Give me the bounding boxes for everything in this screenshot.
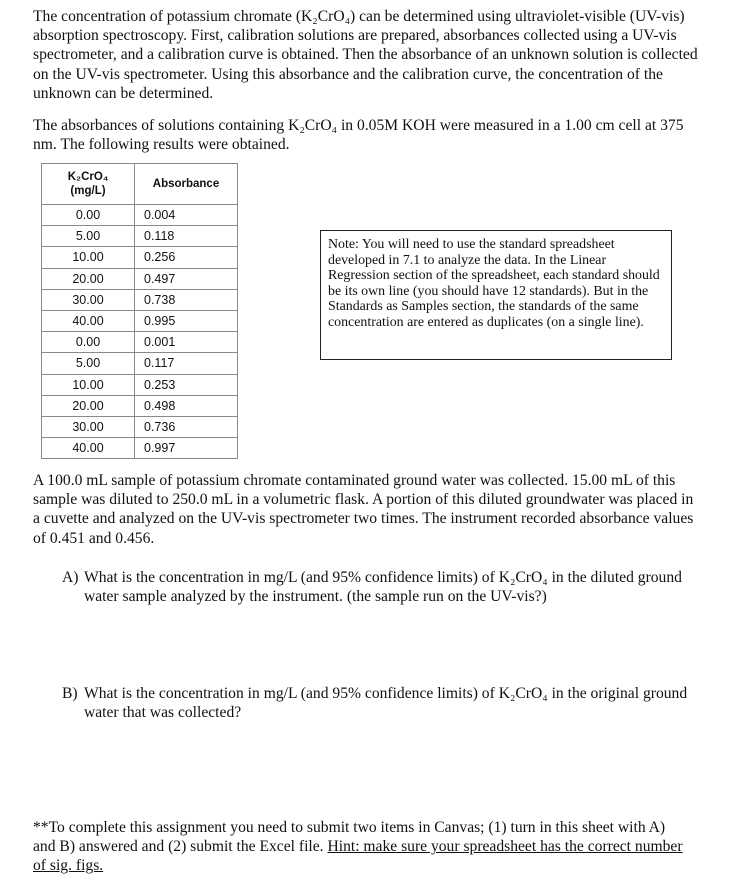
cell-concentration: 5.00 [42, 353, 135, 374]
table-row [42, 395, 238, 416]
cell-concentration: 30.00 [42, 416, 135, 437]
header-concentration [42, 164, 135, 205]
cell-concentration: 40.00 [42, 438, 135, 459]
cell-concentration: 0.00 [42, 205, 135, 226]
header-absorbance: Absorbance [135, 164, 238, 205]
cell-absorbance: 0.995 [135, 310, 238, 331]
table-body [42, 205, 238, 459]
question-a-text: What is the concentration in mg/L (and 95% confidence limits) of K₂CrO₄ in the diluted ground water sample analyzed by the instrument. (the sample run on the UV-vis?) [84, 569, 682, 606]
table-row [42, 289, 238, 310]
cell-absorbance: 0.118 [135, 226, 238, 247]
question-b-text: What is the concentration in mg/L (and 95% confidence limits) of K₂CrO₄ in the original ground water that was collected? [84, 685, 688, 722]
cell-concentration: 30.00 [42, 289, 135, 310]
table-row [42, 226, 238, 247]
question-a [62, 568, 702, 606]
calibration-table [41, 163, 238, 459]
table-row [42, 268, 238, 289]
cell-absorbance: 0.997 [135, 438, 238, 459]
table-row [42, 374, 238, 395]
sample-paragraph: A 100.0 mL sample of potassium chromate contaminated ground water was collected. 15.00 mL of this sample was diluted to 250.0 mL in a volumetric flask. A portion of this diluted groundwater was placed in a cuvette and analyzed on the UV-vis spectrometer two times. The instrument recorded absorbance values of 0.451 and 0.456. [33, 472, 694, 547]
cell-absorbance: 0.736 [135, 416, 238, 437]
cell-absorbance: 0.253 [135, 374, 238, 395]
cell-concentration: 20.00 [42, 268, 135, 289]
absorbance-intro-paragraph: The absorbances of solutions containing K₂CrO₄ in 0.05M KOH were measured in a 1.00 cm cell at 375 nm. The following results were obtained. [33, 117, 684, 154]
intro-paragraph: The concentration of potassium chromate (K₂CrO₄) can be determined using ultraviolet-visible (UV-vis) absorption spectroscopy. First, calibration solutions are prepared, absorbances collected using a UV-vis spectrometer, and a calibration curve is obtained. Then the absorbance of an unknown solution is collected on the UV-vis spectrometer. Using this absorbance and the calibration curve, the concentration of the unknown can be determined. [33, 8, 698, 102]
header-conc-units: (mg/L) [70, 185, 106, 197]
table-row [42, 247, 238, 268]
cell-absorbance: 0.001 [135, 332, 238, 353]
cell-concentration: 20.00 [42, 395, 135, 416]
cell-concentration: 10.00 [42, 247, 135, 268]
cell-absorbance: 0.256 [135, 247, 238, 268]
question-a-letter: A) [62, 569, 79, 586]
table-row [42, 205, 238, 226]
table-row [42, 310, 238, 331]
submission-instructions [33, 818, 683, 876]
hint-text: Hint: make sure your spreadsheet has the correct number of sig. figs. [33, 838, 683, 875]
cell-concentration: 0.00 [42, 332, 135, 353]
note-box: Note: You will need to use the standard spreadsheet developed in 7.1 to analyze the data. In the Linear Regression section of the spreadsheet, each standard should be its own line (you should have 12 standards). But in the Standards as Samples section, the standards of the same concentration are entered as duplicates (on a single line). [320, 230, 672, 360]
table-row [42, 416, 238, 437]
cell-concentration: 40.00 [42, 310, 135, 331]
table-row [42, 438, 238, 459]
cell-absorbance: 0.117 [135, 353, 238, 374]
cell-concentration: 5.00 [42, 226, 135, 247]
cell-concentration: 10.00 [42, 374, 135, 395]
table-header-row [42, 164, 238, 205]
question-b [62, 684, 702, 722]
table-row [42, 353, 238, 374]
question-b-letter: B) [62, 685, 78, 702]
cell-absorbance: 0.498 [135, 395, 238, 416]
cell-absorbance: 0.497 [135, 268, 238, 289]
cell-absorbance: 0.004 [135, 205, 238, 226]
header-conc-compound: K₂CrO₄ [67, 171, 109, 183]
table-row [42, 332, 238, 353]
submission-text: **To complete this assignment you need to submit two items in Canvas; (1) turn in this sheet with A) and B) answered and (2) submit the Excel file. [33, 819, 666, 856]
cell-absorbance: 0.738 [135, 289, 238, 310]
